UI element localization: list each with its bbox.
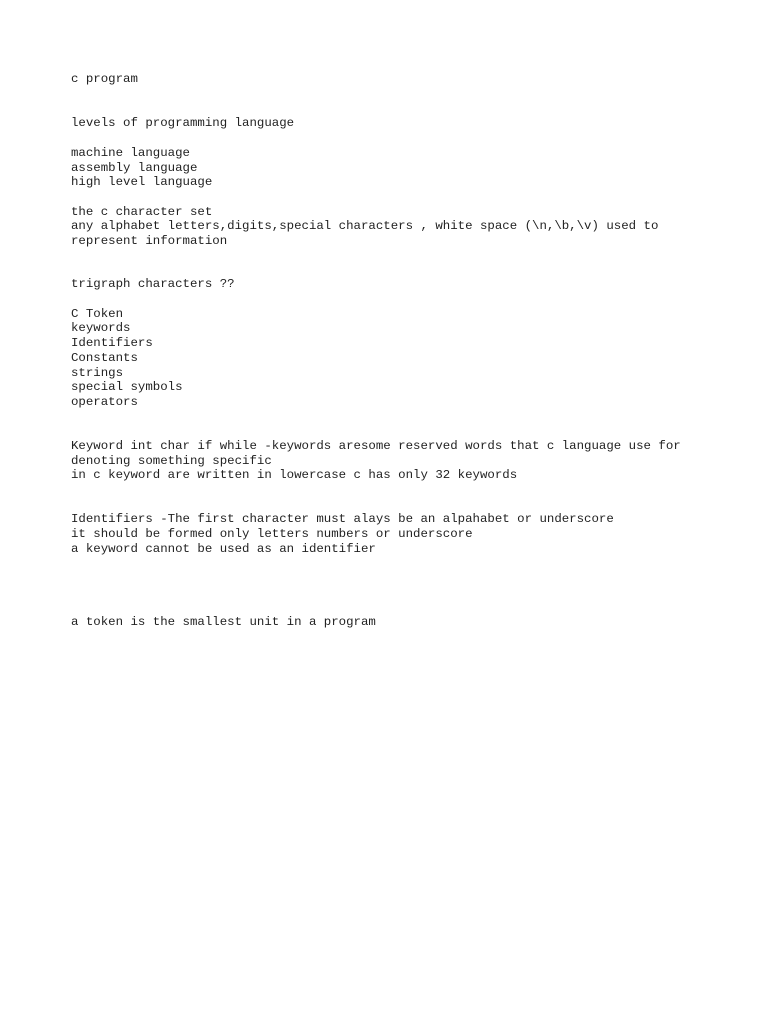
levels-heading: levels of programming language bbox=[71, 116, 295, 130]
levels-item: high level language bbox=[71, 175, 213, 189]
identifier-text-line: a keyword cannot be used as an identifier bbox=[71, 542, 376, 556]
charset-heading: the c character set bbox=[71, 205, 213, 219]
levels-item: machine language bbox=[71, 146, 190, 160]
charset-text-line: represent information bbox=[71, 234, 228, 248]
token-item: special symbols bbox=[71, 380, 183, 394]
trigraph-line: trigraph characters ?? bbox=[71, 277, 235, 291]
keyword-text-line: in c keyword are written in lowercase c has only 32 keywords bbox=[71, 468, 518, 482]
token-item: Constants bbox=[71, 351, 138, 365]
document-title: c program bbox=[71, 72, 138, 86]
levels-item: assembly language bbox=[71, 161, 198, 175]
token-item: strings bbox=[71, 366, 124, 380]
token-item: operators bbox=[71, 395, 138, 409]
charset-text-line: any alphabet letters,digits,special characters , white space (\n,\b,\v) used to bbox=[71, 219, 659, 233]
identifier-text-line: Identifiers -The first character must alays be an alpahabet or underscore bbox=[71, 512, 614, 526]
token-item: keywords bbox=[71, 321, 131, 335]
token-item: Identifiers bbox=[71, 336, 153, 350]
tokens-heading: C Token bbox=[71, 307, 124, 321]
identifier-text-line: it should be formed only letters numbers or underscore bbox=[71, 527, 473, 541]
keyword-text-line: denoting something specific bbox=[71, 454, 272, 468]
keyword-text-line: Keyword int char if while -keywords aresome reserved words that c language use for bbox=[71, 439, 681, 453]
token-definition: a token is the smallest unit in a program bbox=[71, 615, 376, 629]
